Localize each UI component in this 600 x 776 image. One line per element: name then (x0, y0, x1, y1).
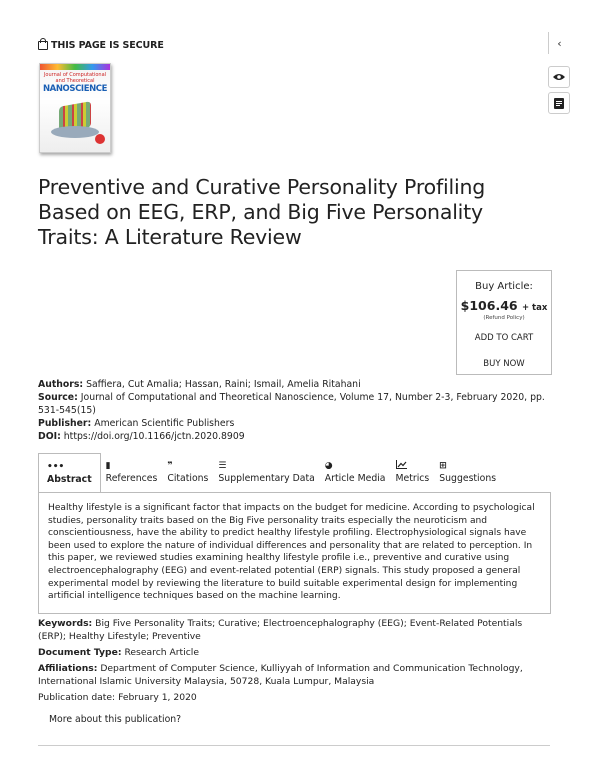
secure-badge (38, 40, 164, 51)
secure-label: THIS PAGE IS SECURE (51, 40, 164, 51)
document-type: Research Article (124, 647, 199, 658)
article-tabs (38, 453, 551, 493)
article-info: Keywords: Big Five Personality Traits; Curative; Electroencephalography (EEG); Event-Related Potentials (ERP); Healthy Lifestyle; Preventive Document Type: Research Article Affiliations: Department of Computer Science, Kulliyyah of Information and Communication Technology, International Islamic University Malaysia, 50728, Kuala Lumpur, Malaysia Publication date: February 1, 2020 (38, 617, 550, 707)
line-chart-icon (396, 460, 430, 472)
buy-label: Buy Article: (475, 281, 533, 292)
bookmark-icon: ▮ (105, 461, 111, 471)
notes-icon (554, 98, 564, 109)
authors[interactable]: Saffiera, Cut Amalia; Hassan, Raini; Ismail, Amelia Ritahani (86, 379, 361, 390)
refund-policy-link[interactable]: (Refund Policy) (483, 315, 525, 321)
add-to-cart-button[interactable]: ADD TO CART (474, 333, 534, 343)
tab-references[interactable]: ▮ References (105, 461, 158, 484)
keywords[interactable]: Big Five Personality Traits; Curative; Electroencephalography (EEG); Event-Related Potentials (ERP); Healthy Lifestyle; Preventive (38, 618, 523, 642)
tab-supplementary-data[interactable]: ☰ Supplementary Data (218, 461, 315, 484)
affiliations: Department of Computer Science, Kulliyyah of Information and Communication Technology, International Islamic University Malaysia, 50728, Kuala Lumpur, Malaysia (38, 663, 523, 687)
tab-suggestions[interactable]: ⊞ Suggestions (439, 461, 497, 484)
source[interactable]: Journal of Computational and Theoretical Nanoscience, Volume 17, Number 2-3, February 2020, pp. 531-545(15) (38, 392, 545, 416)
publisher[interactable]: American Scientific Publishers (94, 418, 235, 429)
cover-journal-name: NANOSCIENCE (42, 84, 108, 94)
view-button[interactable] (548, 66, 570, 88)
notes-button[interactable] (548, 92, 570, 114)
publication-date: Publication date: February 1, 2020 (38, 692, 197, 703)
article-title: Preventive and Curative Personality Profiling Based on EEG, ERP, and Big Five Personality Traits: A Literature Review (38, 175, 486, 249)
cover-journal-top: Journal of Computational and Theoretical (43, 72, 107, 84)
cover-artwork (49, 98, 101, 142)
more-about-publication-link[interactable]: More about this publication? (49, 714, 182, 725)
buy-now-button[interactable]: BUY NOW (483, 359, 525, 369)
tab-metrics[interactable]: Metrics (391, 453, 435, 493)
quote-icon: ❞ (167, 461, 173, 471)
price: $106.46 + tax (460, 298, 548, 313)
tab-abstract[interactable]: ••• Abstract (38, 453, 101, 493)
journal-cover[interactable] (39, 63, 111, 153)
abstract-panel: Healthy lifestyle is a significant factor that impacts on the budget for medicine. According to psychological studies, personality traits based on the Big Five personality traits especially the neuroticism and conscientiousness, have the ability to predict healthy lifestyle profiling. Electrophysiological signals have been used to explore the nature of individual differences and personality that are related to perception. In this paper, we reviewed studies examining healthy lifestyle profile i.e., preventive and curative using electroencephalography (EEG) and event-related potential (ERP) signals. This study proposed a general experimental model by reviewing the literature to build suitable experimental design for implementing artificial intelligence techniques based on the machine learning. (38, 492, 551, 614)
list-icon: ☰ (218, 461, 227, 471)
pie-chart-icon: ◕ (324, 461, 333, 471)
divider (38, 745, 550, 746)
buy-article-box (456, 270, 552, 375)
publisher-logo-icon (95, 134, 105, 144)
tab-citations[interactable]: ❞ Citations (167, 461, 209, 484)
eye-icon (553, 73, 565, 81)
ellipsis-icon: ••• (47, 462, 65, 472)
doi-link[interactable]: https://doi.org/10.1166/jctn.2020.8909 (63, 431, 245, 442)
lock-icon (38, 41, 48, 50)
collapse-sidebar-button[interactable]: ‹ (548, 32, 570, 54)
article-meta: Authors: Saffiera, Cut Amalia; Hassan, Raini; Ismail, Amelia Ritahani Source: Journal of Computational and Theoretical Nanoscience, Volume 17, Number 2-3, February 2020, pp. 531-545(15) Publisher: American Scientific Publishers DOI: https://doi.org/10.1166/jctn.2020.8909 (38, 379, 545, 442)
plus-square-icon: ⊞ (439, 461, 447, 471)
tab-article-media[interactable]: ◕ Article Media (324, 461, 386, 484)
